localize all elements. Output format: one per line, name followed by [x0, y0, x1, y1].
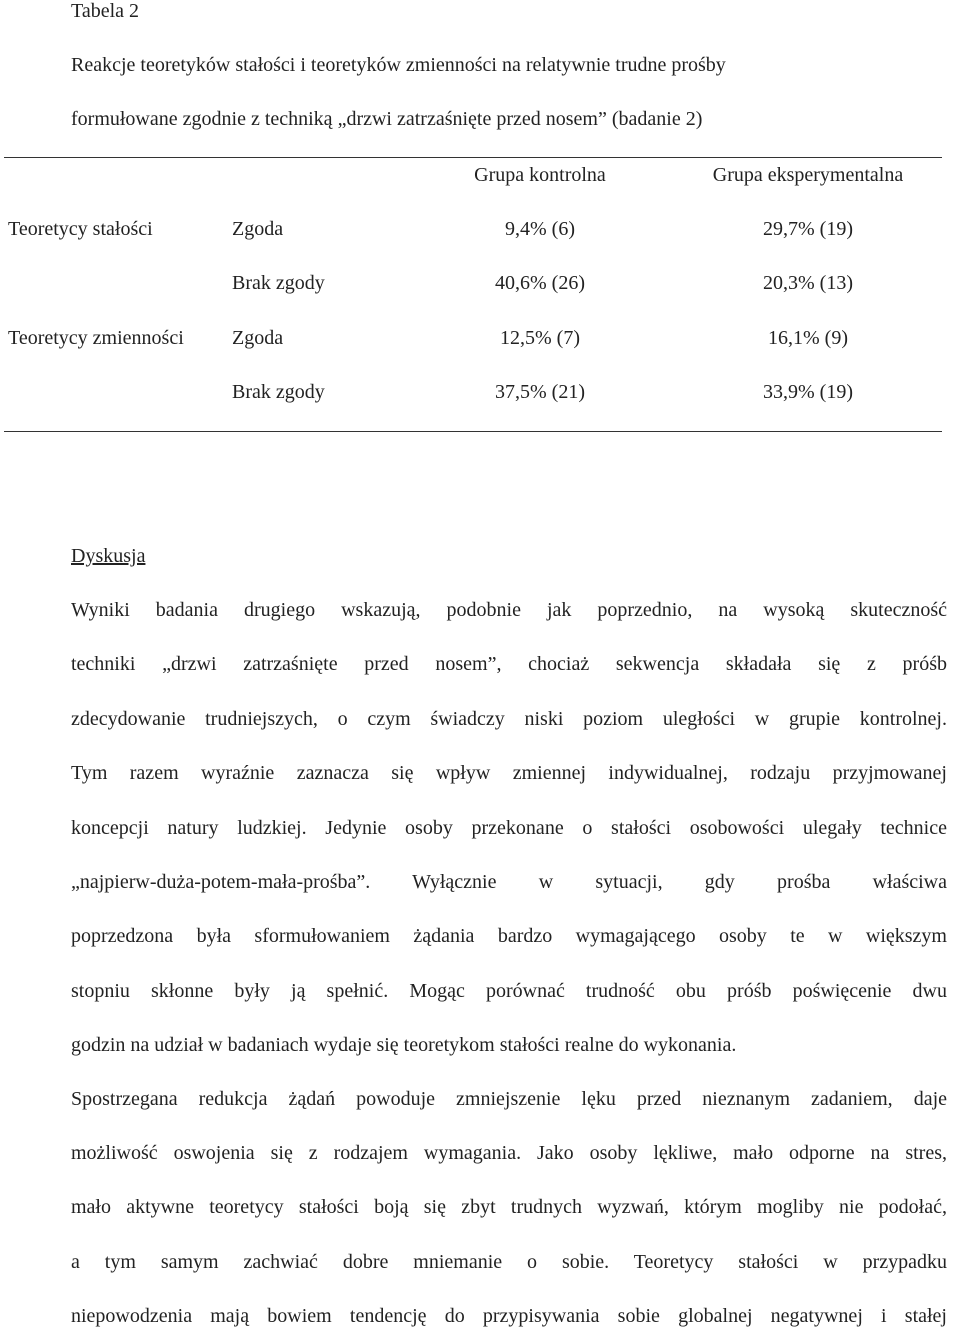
paragraph-line: „najpierw-duża-potem-mała-prośba”. Wyłącznie w sytuacji, gdy prośba właściwa [71, 871, 947, 893]
paragraph-line: techniki „drzwi zatrzaśnięte przed nosem”, chociaż sekwencja składała się z próśb [71, 653, 947, 675]
table-cell-control: 37,5% (21) [495, 381, 585, 403]
table-caption-line-2: formułowane zgodnie z techniką „drzwi zatrzaśnięte przed nosem” (badanie 2) [71, 108, 703, 130]
paragraph-line: stopniu skłonne były ją spełnić. Mogąc porównać trudność obu próśb poświęcenie dwu [71, 980, 947, 1002]
column-header-control: Grupa kontrolna [474, 164, 606, 186]
table-caption-line-1: Reakcje teoretyków stałości i teoretyków zmienności na relatywnie trudne prośby [71, 54, 726, 76]
paragraph-line: zdecydowanie trudniejszych, o czym świadczy niski poziom uległości w grupie kontrolnej. [71, 708, 947, 730]
paragraph-line: niepowodzenia mają bowiem tendencję do przypisywania sobie globalnej negatywnej i stałej [71, 1305, 947, 1327]
table-cell-experimental: 33,9% (19) [763, 381, 853, 403]
paragraph-line: a tym samym zachwiać dobre mniemanie o sobie. Teoretycy stałości w przypadku [71, 1251, 947, 1273]
table-row-response: Zgoda [232, 218, 284, 240]
paragraph-line: możliwość oswojenia się z rodzajem wymagania. Jako osoby lękliwe, mało odporne na stres, [71, 1142, 947, 1164]
table-row-group: Teoretycy stałości [8, 218, 153, 240]
section-heading: Dyskusja [71, 545, 146, 567]
table-cell-experimental: 29,7% (19) [763, 218, 853, 240]
column-header-experimental: Grupa eksperymentalna [712, 164, 904, 186]
table-row-response: Brak zgody [232, 381, 325, 403]
table-cell-control: 9,4% (6) [505, 218, 575, 240]
table-cell-control: 12,5% (7) [500, 327, 580, 349]
table-cell-experimental: 16,1% (9) [768, 327, 848, 349]
paragraph-line: Tym razem wyraźnie zaznacza się wpływ zmiennej indywidualnej, rodzaju przyjmowanej [71, 762, 947, 784]
table-bottom-rule [4, 431, 942, 432]
table-cell-experimental: 20,3% (13) [763, 272, 853, 294]
paragraph-line: Wyniki badania drugiego wskazują, podobnie jak poprzednio, na wysoką skuteczność [71, 599, 947, 621]
table-row-response: Zgoda [232, 327, 284, 349]
table-row-group: Teoretycy zmienności [8, 327, 184, 349]
paragraph-line: koncepcji natury ludzkiej. Jedynie osoby przekonane o stałości osobowości ulegały technice [71, 817, 947, 839]
table-cell-control: 40,6% (26) [495, 272, 585, 294]
paragraph-line: mało aktywne teoretycy stałości boją się zbyt trudnych wyzwań, którym mogliby nie podołać, [71, 1196, 947, 1218]
paragraph-line: godzin na udział w badaniach wydaje się teoretykom stałości realne do wykonania. [71, 1034, 737, 1056]
table-top-rule [4, 157, 942, 158]
table-row-response: Brak zgody [232, 272, 325, 294]
paragraph-line: Spostrzegana redukcja żądań powoduje zmniejszenie lęku przed nieznanym zadaniem, daje [71, 1088, 947, 1110]
paragraph-line: poprzedzona była sformułowaniem żądania bardzo wymagającego osoby te w większym [71, 925, 947, 947]
table-label: Tabela 2 [71, 0, 140, 22]
